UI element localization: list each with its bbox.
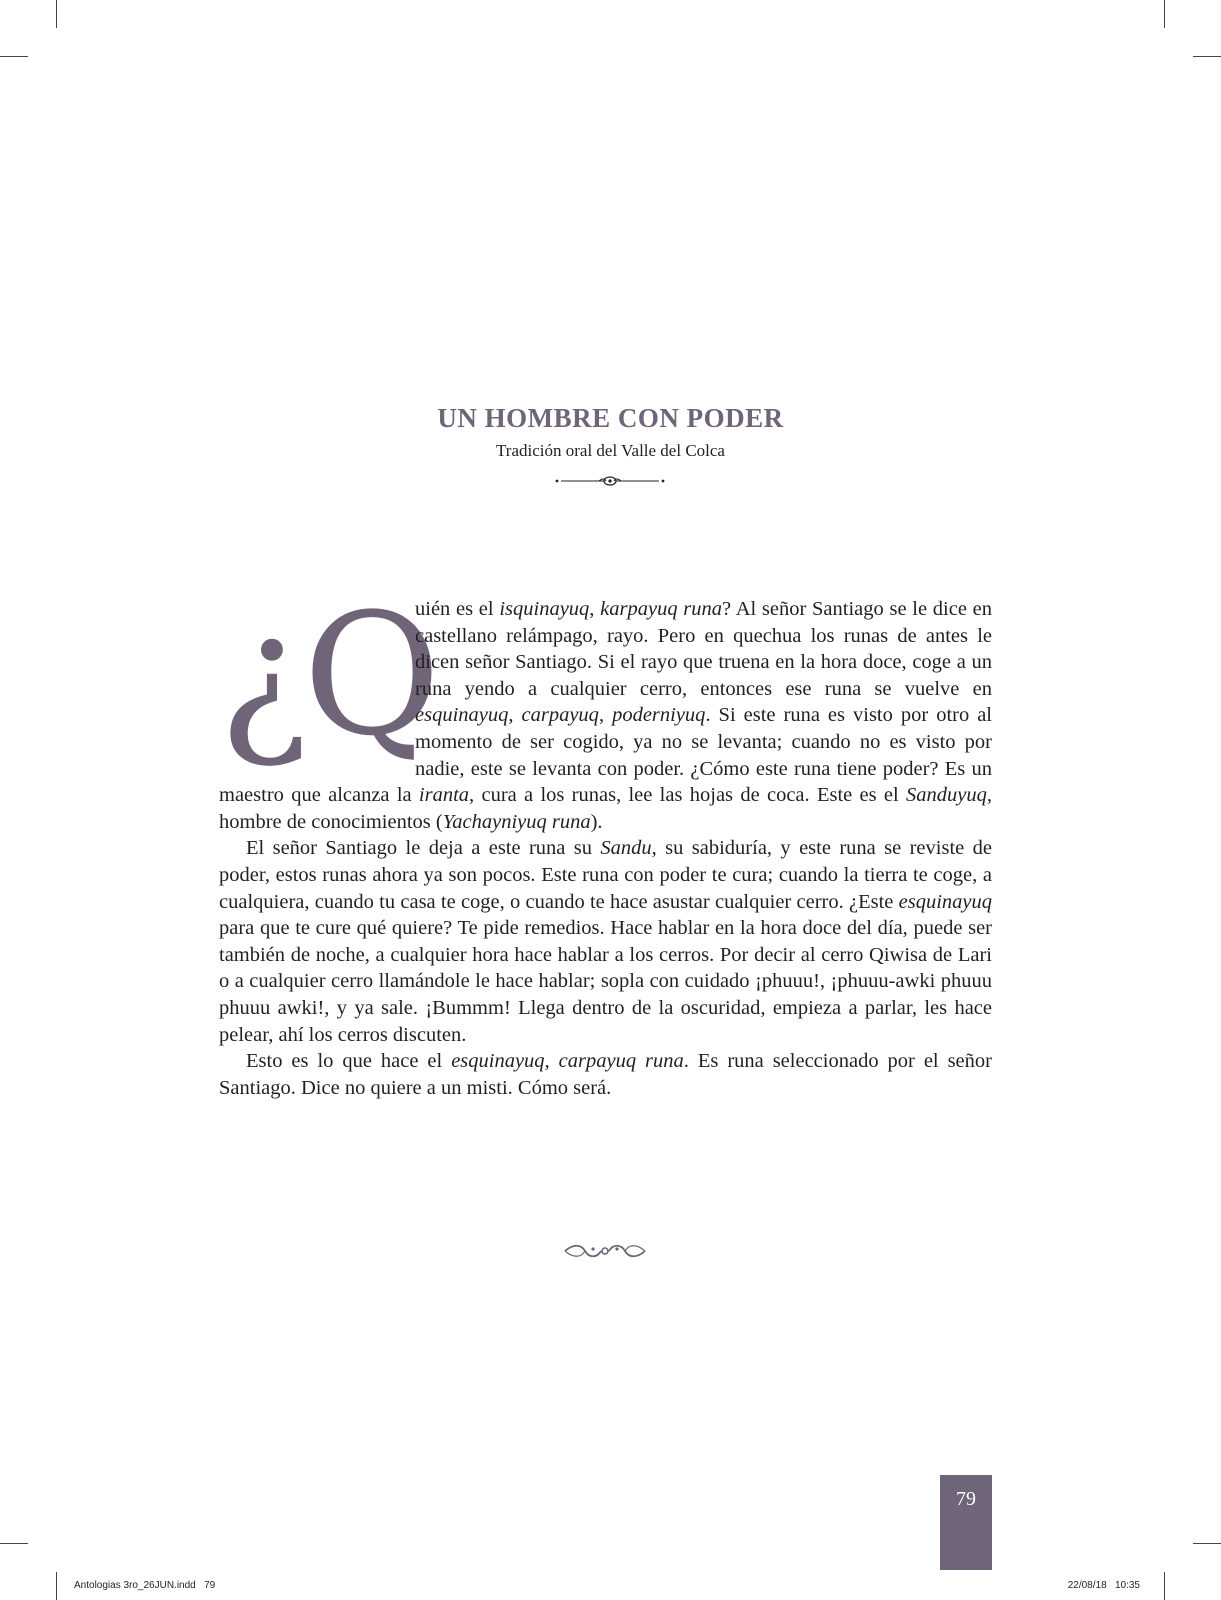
text-run: . Si este runa es visto por otro al momento de ser cogido, ya no se levanta; cuando no es visto por nadie, este se levanta con poder. ¿Cómo este runa tiene poder? Es un maestro que alcanza la bbox=[219, 704, 993, 807]
crop-mark-top-left-vertical bbox=[56, 0, 57, 28]
story-title: UN HOMBRE CON PODER bbox=[437, 403, 784, 433]
italic-term: isquinayuq bbox=[499, 598, 590, 620]
italic-term: Sandu bbox=[600, 837, 652, 860]
text-run: , hombre de conocimientos ( bbox=[219, 784, 992, 833]
text-run: , bbox=[508, 704, 522, 727]
text-run: ). bbox=[590, 810, 603, 833]
title-ornament-icon bbox=[555, 474, 665, 488]
crop-mark-bottom-right-horizontal bbox=[1193, 1543, 1221, 1544]
page-number-tab bbox=[940, 1475, 992, 1570]
italic-term: poderniyuq bbox=[612, 704, 706, 727]
crop-mark-top-right-horizontal bbox=[1193, 56, 1221, 57]
italic-term: iranta bbox=[418, 784, 470, 807]
text-run: ? Al señor Santiago se le dice en castellano relámpago, rayo. Pero en quechua los runas de antes le dicen señor Santiago. Si el rayo que truena en la hora doce, coge a un runa yendo a cualquier cerro, entonces ese runa se vuelve en bbox=[415, 598, 993, 700]
text-run: Esto es lo que hace el bbox=[246, 1050, 452, 1073]
page-number: 79 bbox=[956, 1488, 976, 1510]
crop-mark-top-right-vertical bbox=[1164, 0, 1165, 28]
paragraph-3 bbox=[219, 1048, 992, 1101]
italic-term: carpayuq bbox=[521, 704, 599, 727]
italic-term: Sanduyuq bbox=[906, 784, 987, 807]
text-run: El señor Santiago le deja a este runa su bbox=[246, 837, 601, 860]
crop-mark-bottom-left-vertical bbox=[56, 1572, 57, 1600]
italic-term: esquinayuq bbox=[415, 704, 509, 727]
paragraph-1 bbox=[219, 577, 993, 835]
text-run: , su sabiduría, y este runa se reviste de poder, estos runas ahora ya son pocos. Este runa con poder te cura; cuando la tierra te coge, a cualquiera, cuando tu casa te coge, o cuando te hace asustar cualquier cerro. ¿Este bbox=[219, 837, 992, 913]
crop-mark-bottom-left-horizontal bbox=[0, 1543, 28, 1544]
slug-date-info: 22/08/18 10:35 bbox=[1067, 1580, 1140, 1591]
italic-term: esquinayuq bbox=[898, 890, 992, 913]
text-run: , bbox=[589, 598, 601, 620]
crop-mark-top-left-horizontal bbox=[0, 56, 28, 57]
text-run: . Es runa seleccionado por el señor Santiago. Dice no quiere a un misti. Cómo será. bbox=[219, 1050, 992, 1099]
slug-file-info: Antologias 3ro_26JUN.indd 79 bbox=[74, 1580, 216, 1591]
paragraph-2 bbox=[219, 835, 992, 1048]
story-body bbox=[219, 577, 993, 1101]
text-run: , cura a los runas, lee las hojas de coca. Este es el bbox=[469, 784, 907, 807]
text-run: , bbox=[598, 704, 613, 727]
text-run: uién es el bbox=[415, 598, 500, 620]
italic-term: karpayuq runa bbox=[600, 598, 723, 620]
italic-term: esquinayuq, carpayuq runa bbox=[451, 1050, 684, 1073]
text-run: para que te cure qué quiere? Te pide remedios. Hace hablar en la hora doce del día, puede ser también de noche, a cualquier hora hace hablar a los cerros. Por decir al cerro Qiwisa de Lari o a cualquier cerro llamándole le hace hablar; sopla con cuidado ¡phuuu!, ¡phuuu-awki phuuu phuuu awki!, y ya sale. ¡Bummm! Llega dentro de la oscuridad, empieza a parlar, les hace pelear, ahí los cerros discuten. bbox=[219, 917, 992, 1046]
story-subtitle: Tradición oral del Valle del Colca bbox=[496, 441, 725, 460]
end-ornament-icon bbox=[563, 1242, 647, 1260]
drop-cap: ¿Q bbox=[219, 577, 435, 773]
crop-mark-bottom-right-vertical bbox=[1164, 1572, 1165, 1600]
italic-term: Yachayniyuq runa bbox=[442, 810, 591, 833]
